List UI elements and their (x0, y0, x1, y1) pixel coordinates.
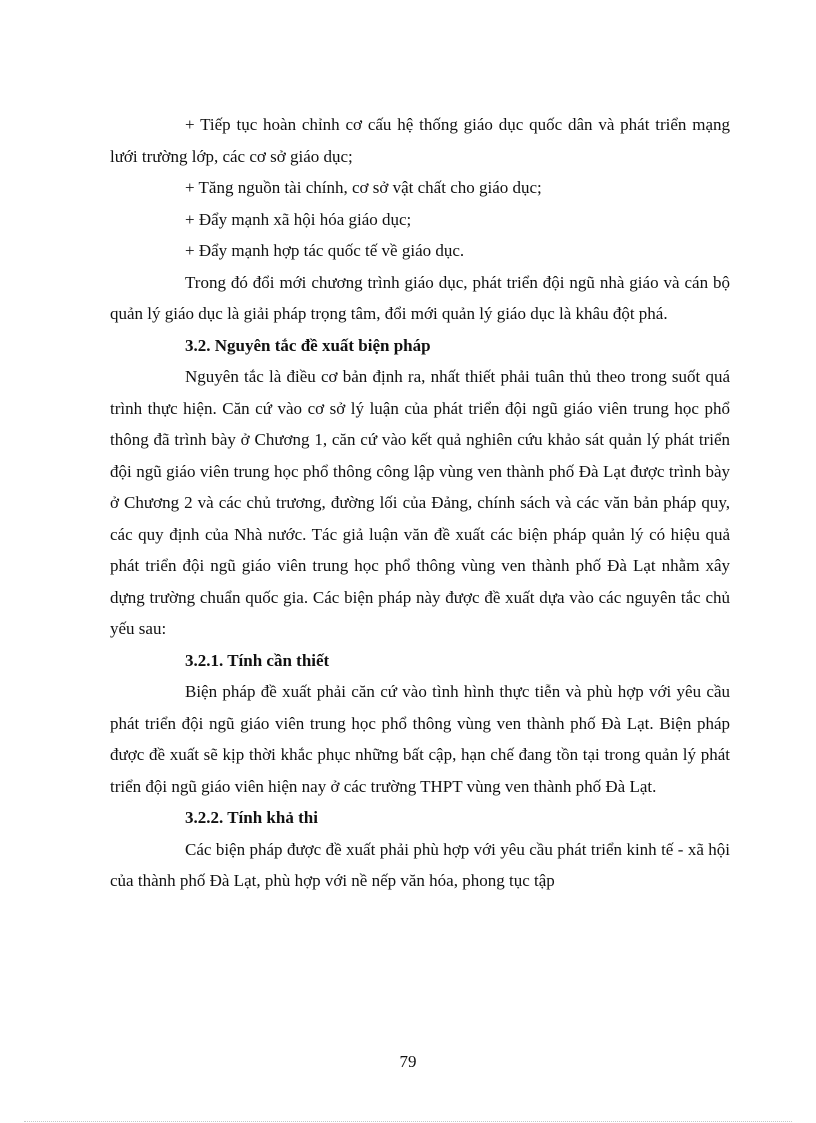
section-heading-3-2: 3.2. Nguyên tắc đề xuất biện pháp (185, 335, 431, 355)
body-paragraph: Trong đó đổi mới chương trình giáo dục, phát triển đội ngũ nhà giáo và cán bộ quản lý giáo dục là giải pháp trọng tâm, đổi mới quản lý giáo dục là khâu đột phá. (110, 272, 730, 323)
page-number: 79 (399, 1052, 417, 1071)
section-3-2-2-body: Các biện pháp được đề xuất phải phù hợp với yêu cầu phát triển kinh tế - xã hội của thành phố Đà Lạt, phù hợp với nề nếp văn hóa, phong tục tập (110, 839, 730, 890)
section-3-2-1-body: Biện pháp đề xuất phải căn cứ vào tình hình thực tiễn và phù hợp với yêu cầu phát triển đội ngũ giáo viên trung học phổ thông vùng ven thành phố Đà Lạt. Biện pháp được đề xuất sẽ kịp thời khắc phục những bất cập, hạn chế đang tồn tại trong quản lý phát triển đội ngũ giáo viên hiện nay ở các trường THPT vùng ven thành phố Đà Lạt. (110, 682, 730, 796)
bullet-paragraph: + Đẩy mạnh xã hội hóa giáo dục; (185, 209, 412, 229)
page-bottom-divider (24, 1121, 792, 1122)
bullet-paragraph: + Đẩy mạnh hợp tác quốc tế về giáo dục. (185, 241, 465, 260)
section-3-2-body: Nguyên tắc là điều cơ bản định ra, nhất thiết phải tuân thủ theo trong suốt quá trình thực hiện. Căn cứ vào cơ sở lý luận của phát triển đội ngũ giáo viên trung học phổ thông đã trình bày ở Chương 1, căn cứ vào kết quả nghiên cứu khảo sát quản lý phát triển đội ngũ giáo viên trung học phổ thông công lập vùng ven thành phố Đà Lạt được trình bày ở Chương 2 và các chủ trương, đường lối của Đảng, chính sách và các văn bản pháp quy, các quy định của Nhà nước. Tác giả luận văn đề xuất các biện pháp quản lý có hiệu quả phát triển đội ngũ giáo viên trung học phổ thông vùng ven thành phố Đà Lạt nhằm xây dựng trường chuẩn quốc gia. Các biện pháp này được đề xuất dựa vào các nguyên tắc chủ yếu sau: (110, 367, 730, 638)
bullet-paragraph: + Tăng nguồn tài chính, cơ sở vật chất cho giáo dục; (185, 178, 542, 197)
section-heading-3-2-2: 3.2.2. Tính khả thi (185, 808, 318, 827)
bullet-paragraph: + Tiếp tục hoàn chỉnh cơ cấu hệ thống giáo dục quốc dân và phát triển mạng lưới trường lớp, các cơ sở giáo dục; (110, 115, 730, 166)
section-heading-3-2-1: 3.2.1. Tính cần thiết (185, 650, 330, 670)
document-page (110, 109, 730, 897)
